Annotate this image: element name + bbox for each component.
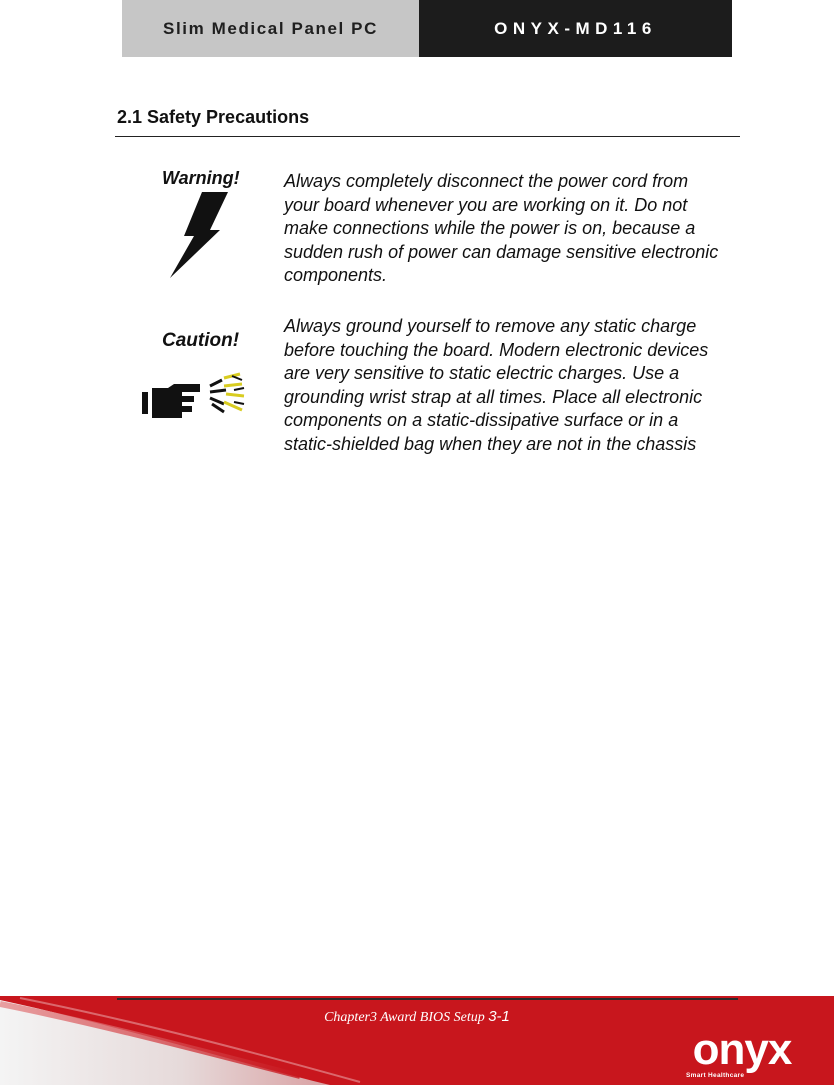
section-divider: [115, 136, 740, 137]
onyx-logo: [676, 1025, 808, 1084]
header-model-tab: ONYX-MD116: [419, 0, 732, 57]
warning-label: Warning!: [162, 168, 240, 188]
footer-chapter-label: Chapter3 Award BIOS Setup: [324, 1010, 489, 1025]
section-title: 2.1 Safety Precautions: [117, 107, 310, 127]
header-product-tab: Slim Medical Panel PC: [122, 0, 419, 57]
page-number: 3-1: [488, 1008, 510, 1025]
caution-label: Caution!: [162, 330, 240, 351]
caution-text: Always ground yourself to remove any static charge before touching the board. Modern electronic devices are very sensitive to static electric charges. Use a grounding wrist strap at all times. Place all electronic components on a static-dissipative surface or in a static-shielded bag when they are not in the chassis: [284, 316, 709, 454]
logo-tagline: Smart Healthcare: [686, 1072, 745, 1079]
warning-text: Always completely disconnect the power cord from your board whenever you are working on it. Do not make connections while the power is on, because a sudden rush of power can damage sensitive electronic components.: [284, 171, 719, 285]
footer-chapter: [0, 1008, 834, 1026]
logo-wordmark: onyx: [692, 1025, 792, 1074]
pointing-hand-icon: [140, 372, 248, 418]
lightning-bolt-icon: [166, 190, 232, 280]
footer-divider: [117, 998, 738, 1000]
